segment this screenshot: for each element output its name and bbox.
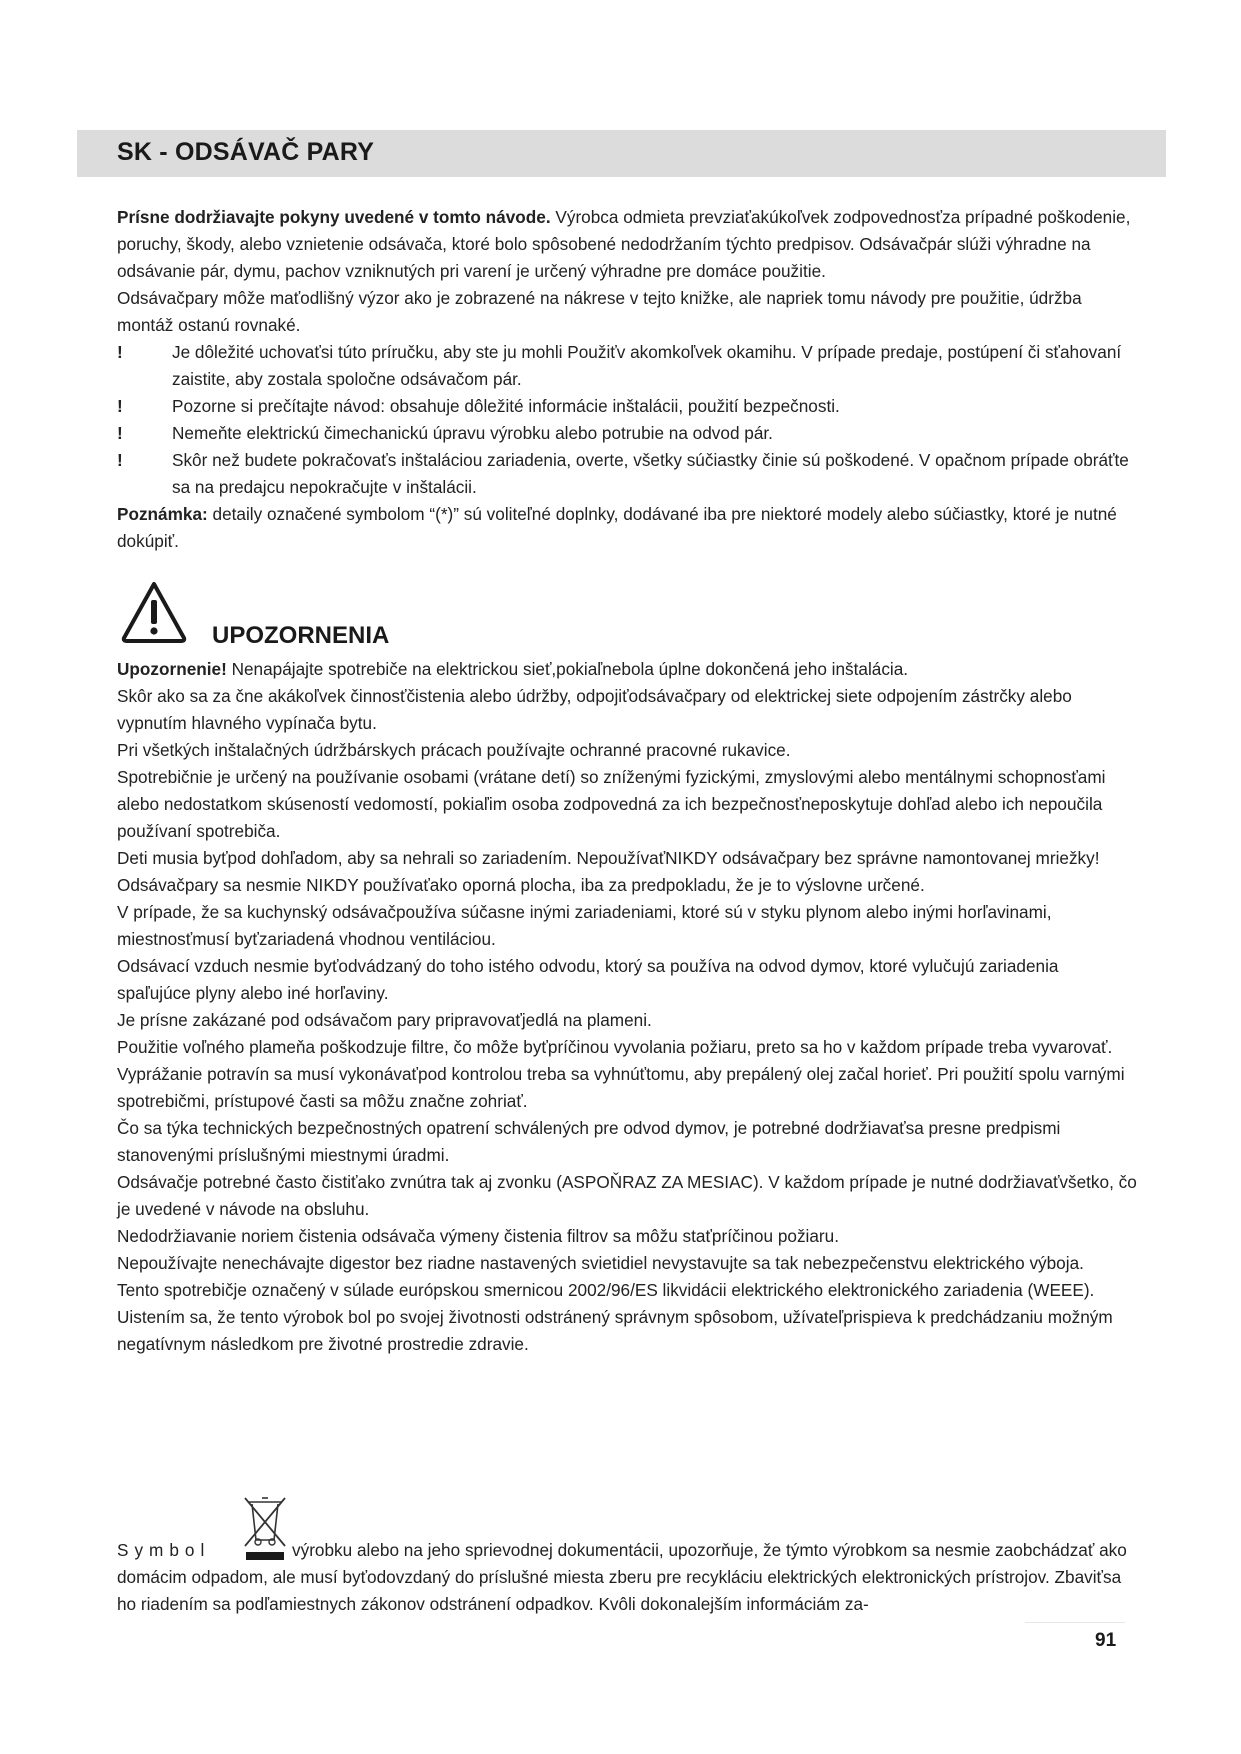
note-text: detaily označené symbolom “(*)” sú voliteľné doplnky, dodávané iba pre niektoré modely alebo súčiastky, ktoré je nutné dokúpiť. <box>117 504 1117 551</box>
warning-paragraph: Skôr ako sa za čne akákoľvek činnosťčistenia alebo údržby, odpojiťodsávačpary od elektrickej siete odpojením zástrčky alebo vypnutím hlavného vypínača bytu. <box>117 686 1072 733</box>
bullet-text: Je dôležité uchovaťsi túto príručku, aby ste ju mohli Použiťv akomkoľvek okamihu. V prípade predaje, postúpení či sťahovaní zaistite, aby zostala spoločne odsávačom pár. <box>172 342 1122 389</box>
warning-paragraph: Spotrebičnie je určený na používanie osobami (vrátane detí) so zníženými fyzickými, zmyslovými alebo mentálnymi schopnosťami alebo nedostatkom skúseností vedomostí, pokiaľim osoba zodpovedná za ich bezpečnosťneposkytuje dohľad alebo ich nepoučila používaní spotrebiča. <box>117 767 1106 841</box>
warning-triangle-icon <box>120 580 188 644</box>
intro-paragraph-2: Odsávačpary môže maťodlišný výzor ako je zobrazené na nákrese v tejto knižke, ale napriek tomu návody pre použitie, údržba montáž ostanú rovnaké. <box>117 288 1082 335</box>
warning-paragraph: V prípade, že sa kuchynský odsávačpoužíva súčasne inými zariadeniami, ktoré sú v styku plynom alebo inými horľavinami, miestnosťmusí byťzariadená vhodnou ventiláciou. <box>117 902 1052 949</box>
warning-paragraph: Použitie voľného plameňa poškodzuje filtre, čo môže byťpríčinou vyvolania požiaru, preto sa ho v každom prípade treba vyvarovať. <box>117 1037 1113 1057</box>
intro-paragraph <box>117 204 1137 285</box>
footer-divider <box>1025 1622 1125 1623</box>
warning-paragraph: Je prísne zakázané pod odsávačom pary pripravovaťjedlá na plameni. <box>117 1010 652 1030</box>
warning-paragraph: Čo sa týka technických bezpečnostných opatrení schválených pre odvod dymov, je potrebné dodržiavaťsa presne predpismi stanovenými príslušnými miestnymi úradmi. <box>117 1118 1061 1165</box>
warning-paragraph: Tento spotrebičje označený v súlade európskou smernicou 2002/96/ES likvidácii elektrického elektronického zariadenia (WEEE). <box>117 1280 1095 1300</box>
bullet-mark: ! <box>117 423 123 443</box>
warnings-title: UPOZORNENIA <box>212 622 390 649</box>
bullet-item <box>117 447 1137 501</box>
symbol-paragraph <box>117 1537 1137 1618</box>
bullet-item <box>117 420 1137 447</box>
warning-paragraph: Deti musia byťpod dohľadom, aby sa nehrali so zariadením. NepoužívaťNIKDY odsávačpary bez správne namontovanej mriežky! <box>117 848 1100 868</box>
warnings-section <box>117 656 1137 1358</box>
warning-paragraph: Pri všetkých inštalačných údržbárskych prácach používajte ochranné pracovné rukavice. <box>117 740 791 760</box>
section-title: SK - ODSÁVAČ PARY <box>117 138 375 166</box>
warning-paragraph: Odsávací vzduch nesmie byťodvádzaný do toho istého odvodu, ktorý sa používa na odvod dymov, ktoré vylučujú zariadenia spaľujúce plyny alebo iné horľaviny. <box>117 956 1059 1003</box>
intro-section <box>117 204 1137 555</box>
section-header <box>77 130 1166 177</box>
note-paragraph <box>117 501 1137 555</box>
symbol-text: výrobku alebo na jeho sprievodnej dokumentácii, upozorňuje, že týmto výrobkom sa nesmie zaobchádzať ako domácim odpadom, ale musí byťodovzdaný do príslušné miesta zberu pre recykláciu elektrických elektronických prístrojov. Zbaviťsa ho riadením sa podľamiestnych zákonov odstránení odpadkov. Kvôli dokonalejším informáciám za- <box>117 1540 1127 1614</box>
warning-paragraph: Odsávačpary sa nesmie NIKDY používaťako oporná plocha, iba za predpokladu, že je to výslovne určené. <box>117 875 925 895</box>
bullet-mark: ! <box>117 342 123 362</box>
warning-text: Nenapájajte spotrebiče na elektrickou sieť,pokiaľnebola úplne dokončená jeho inštalácia. <box>226 659 909 679</box>
warning-paragraph: Odsávačje potrebné často čistiťako zvnútra tak aj zvonku (ASPOŇRAZ ZA MESIAC). V každom prípade je nutné dodržiavaťvšetko, čo je uvedené v návode na obsluhu. <box>117 1172 1137 1219</box>
bullet-item <box>117 393 1137 420</box>
bullet-item <box>117 339 1137 393</box>
note-label: Poznámka: <box>117 504 208 524</box>
bullet-text: Pozorne si prečítajte návod: obsahuje dôležité informácie inštalácii, použití bezpečnosti. <box>172 396 840 416</box>
warning-paragraph: Uistením sa, že tento výrobok bol po svojej životnosti odstránený správnym spôsobom, užívateľprispieva k predchádzaniu možným negatívnym následkom pre životné prostredie zdravie. <box>117 1307 1113 1354</box>
warning-paragraph <box>117 656 1137 683</box>
bullet-text: Nemeňte elektrickú čimechanickú úpravu výrobku alebo potrubie na odvod pár. <box>172 423 773 443</box>
warning-paragraph: Vyprážanie potravín sa musí vykonávaťpod kontrolou treba sa vyhnúťtomu, aby prepálený olej začal horieť. Pri použití spolu varnými spotrebičmi, prístupové časti sa môžu značne zohriať. <box>117 1064 1125 1111</box>
page-number: 91 <box>1095 1630 1117 1651</box>
warning-label: Upozornenie! <box>117 659 227 679</box>
symbol-section <box>117 1537 1137 1618</box>
warning-paragraph: Nedodržiavanie noriem čistenia odsávača výmeny čistenia filtrov sa môžu staťpríčinou požiaru. <box>117 1226 839 1246</box>
bullet-mark: ! <box>117 396 123 416</box>
symbol-word: Symbol <box>117 1540 211 1560</box>
bullet-text: Skôr než budete pokračovaťs inštaláciou zariadenia, overte, všetky súčiastky činie sú poškodené. V opačnom prípade obráťte sa na predajcu nepokračujte v inštalácii. <box>172 450 1129 497</box>
intro-lead: Prísne dodržiavajte pokyny uvedené v tomto návode. <box>117 207 551 227</box>
warning-paragraph: Nepoužívajte nenechávajte digestor bez riadne nastavených svietidiel nevystavujte sa tak nebezpečenstvu elektrického výboja. <box>117 1253 1084 1273</box>
intro-lead-rest: Výrobca odmieta prevziaťakúkoľvek zodpovednosťza prípadné poškodenie, poruchy, škody, alebo vznietenie odsávača, ktoré bolo spôsobené nedodržaním týchto predpisov. Odsávačpár slúži výhradne na odsávanie pár, dymu, pachov vzniknutých pri varení je určený výhradne pre domáce použitie. <box>117 207 1131 281</box>
bullet-mark: ! <box>117 450 123 470</box>
